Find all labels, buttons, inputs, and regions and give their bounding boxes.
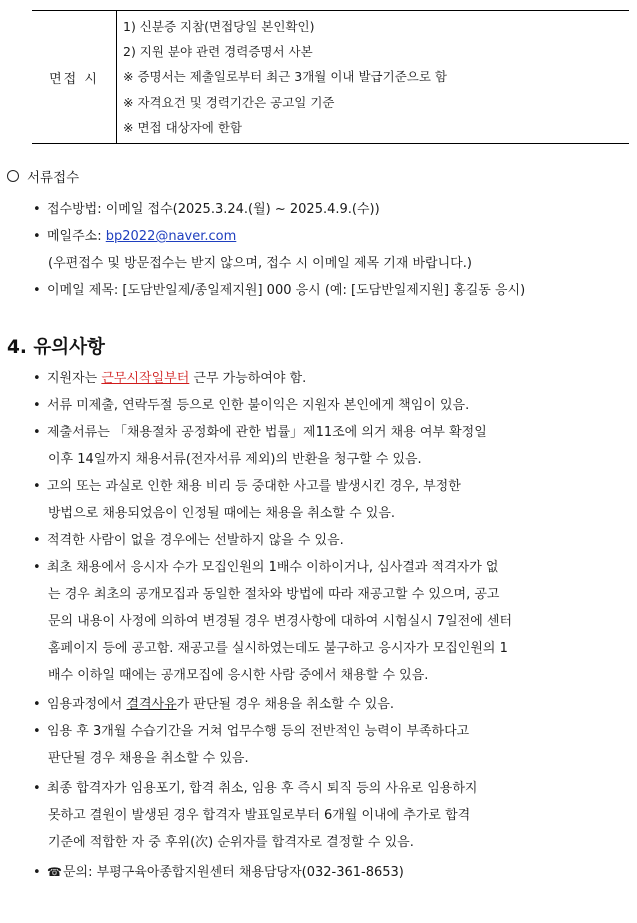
bullet-icon: •: [33, 724, 41, 739]
list-item-text: 이메일 제목: [도담반일제/종일제지원] 000 응시 (예: [도담반일제지원] 홍길동 응시): [47, 283, 526, 298]
list-item-subject: [33, 278, 525, 304]
bullet-icon: •: [33, 398, 41, 413]
note-continuation: 판단될 경우 채용을 취소할 수 있음.: [48, 751, 249, 766]
interview-item: ※ 자격요건 및 경력기간은 공고일 기준: [123, 94, 335, 110]
section-heading-text: 서류접수: [27, 170, 80, 186]
bullet-icon: •: [33, 697, 41, 712]
bullet-icon: •: [33, 371, 41, 386]
note-continuation: 방법으로 채용되었음이 인정될 때에는 채용을 취소할 수 있음.: [48, 506, 396, 521]
bullet-icon: •: [33, 865, 41, 880]
bullet-icon: •: [33, 202, 41, 217]
highlight-disqualification: 결격사유: [126, 697, 177, 712]
interview-table: [32, 10, 629, 144]
interview-item: 1) 신분증 지참(면접당일 본인확인): [123, 19, 315, 34]
note-item: [33, 692, 394, 718]
bullet-icon: •: [33, 283, 41, 298]
notes-heading: 4. 유의사항: [7, 337, 105, 358]
note-text: 제출서류는 「채용절차 공정화에 관한 법률」제11조에 의거 채용 여부 확정일: [47, 425, 487, 440]
contact-text: 문의: 부평구육아종합지원센터 채용담당자(032-361-8653): [62, 865, 404, 880]
note-continuation: 못하고 결원이 발생된 경우 합격자 발표일로부터 6개월 이내에 추가로 합격: [48, 808, 471, 823]
interview-item: ※ 증명서는 제출일로부터 최근 3개월 이내 발급기준으로 함: [123, 69, 447, 85]
email-label: 메일주소:: [47, 229, 106, 244]
bullet-icon: •: [33, 781, 41, 796]
email-link[interactable]: bp2022@naver.com: [105, 229, 237, 244]
note-text: 최종 합격자가 임용포기, 합격 취소, 임용 후 즉시 퇴직 등의 사유로 임용하지: [47, 781, 478, 796]
note-text: 서류 미제출, 연락두절 등으로 인한 불이익은 지원자 본인에게 책임이 있음.: [47, 398, 470, 413]
note-item: [33, 420, 487, 446]
note-item: [33, 776, 477, 802]
note-item: [33, 393, 469, 419]
note-text: 지원자는: [47, 371, 102, 386]
note-text: 고의 또는 과실로 인한 채용 비리 등 중대한 사고를 발생시킨 경우, 부정한: [47, 479, 461, 494]
bullet-icon: •: [33, 560, 41, 575]
note-continuation: 는 경우 최초의 공개모집과 동일한 절차와 방법에 따라 재공고할 수 있으며, 공고: [48, 587, 500, 602]
note-continuation: 문의 내용이 사정에 의하여 변경될 경우 변경사항에 대하여 시험실시 7일전에 센터: [48, 614, 513, 629]
interview-label: 면접 시: [32, 11, 117, 143]
note-text: 적격한 사람이 없을 경우에는 선발하지 않을 수 있음.: [47, 533, 344, 548]
note-item: [33, 555, 498, 581]
interview-item: 2) 지원 분야 관련 경력증명서 사본: [123, 44, 313, 60]
note-continuation: 이후 14일까지 채용서류(전자서류 제외)의 반환을 청구할 수 있음.: [48, 452, 422, 467]
section-heading-document-receipt: [7, 166, 79, 186]
contact-item: [33, 859, 404, 886]
list-item-email: [33, 224, 236, 250]
note-text: 최초 채용에서 응시자 수가 모집인원의 1배수 이하이거나, 심사결과 적격자가 없: [47, 560, 499, 575]
note-item: [33, 366, 306, 392]
highlight-start-date: 근무시작일부터: [101, 371, 190, 386]
interview-item: ※ 면접 대상자에 한함: [123, 119, 242, 135]
circle-bullet-icon: [7, 170, 19, 182]
note-item: [33, 719, 469, 745]
bullet-icon: •: [33, 425, 41, 440]
note-item: [33, 474, 461, 500]
interview-items: [117, 11, 447, 143]
note-text: 근무 가능하여야 함.: [189, 371, 307, 386]
list-item-text: 접수방법: 이메일 접수(2025.3.24.(월) ~ 2025.4.9.(수)): [47, 202, 380, 217]
email-note: (우편접수 및 방문접수는 받지 않으며, 접수 시 이메일 제목 기재 바랍니다.): [48, 256, 472, 271]
note-continuation: 기준에 적합한 자 중 후위(次) 순위자를 합격자로 결정할 수 있음.: [48, 835, 414, 850]
telephone-icon: ☎: [47, 865, 62, 879]
bullet-icon: •: [33, 229, 41, 244]
note-continuation: 홈페이지 등에 공고함. 재공고를 실시하였는데도 불구하고 응시자가 모집인원의 1: [48, 641, 508, 656]
bullet-icon: •: [33, 533, 41, 548]
note-continuation: 배수 이하일 때에는 공개모집에 응시한 사람 중에서 채용할 수 있음.: [48, 668, 429, 683]
note-item: [33, 528, 344, 554]
bullet-icon: •: [33, 479, 41, 494]
list-item-method: [33, 197, 380, 223]
note-text: 임용 후 3개월 수습기간을 거쳐 업무수행 등의 전반적인 능력이 부족하다고: [47, 724, 470, 739]
note-text: 가 판단될 경우 채용을 취소할 수 있음.: [176, 697, 395, 712]
note-text: 임용과정에서: [47, 697, 127, 712]
